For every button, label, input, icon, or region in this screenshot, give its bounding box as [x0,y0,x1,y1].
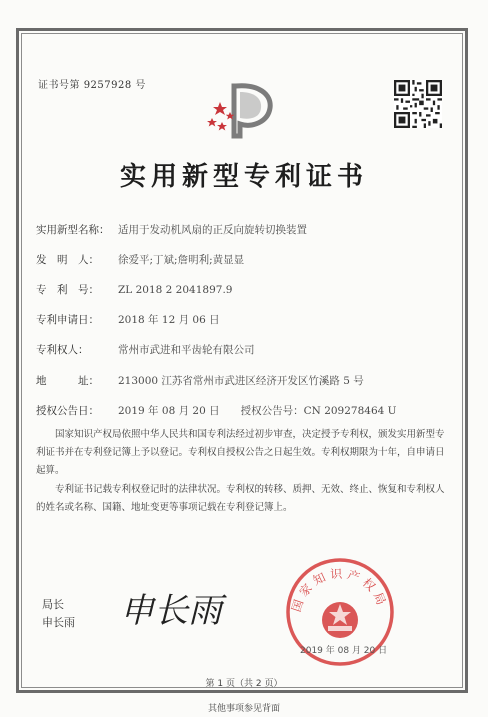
field-value: 徐爱平;丁斌;詹明利;黄显显 [118,254,245,266]
field-value: ZL 2018 2 2041897.9 [118,284,233,296]
certificate-number-suffix: 号 [135,80,146,91]
seal-text: 国家知识产权局 [289,566,390,614]
director-title: 局长 [42,598,64,611]
certificate-number [38,76,146,91]
field-address [36,373,364,388]
field-patentee [36,342,255,357]
field-application-date [36,312,220,327]
field-label: 发 明 人： [36,254,99,266]
field-value: 2019 年 08 月 20 日 授权公告号：CN 209278464 U [118,405,397,417]
field-label: 专利权人： [36,344,89,356]
field-patent-number [36,282,232,297]
field-value: 适用于发动机风扇的正反向旋转切换装置 [118,224,307,236]
certificate-number-value: 9257928 [83,80,132,91]
certificate-number-label: 证书号第 [38,80,80,91]
field-label: 授权公告日： [36,405,99,417]
director-name: 申长雨 [42,616,75,629]
field-inventors [36,252,244,267]
director-signature-icon [118,580,238,640]
field-label: 专利申请日： [36,314,99,326]
field-label: 地 址： [36,375,99,387]
certificate-body [36,426,446,518]
page-number: 第 1 页（共 2 页） [205,679,283,689]
field-value: 2018 年 12 月 06 日 [118,314,220,326]
field-label: 专 利 号： [36,284,99,296]
footnote: 其他事项参见背面 [207,704,280,714]
field-value: 213000 江苏省常州市武进区经济开发区竹溪路 5 号 [118,375,364,387]
body-paragraph: 专利证书记载专利权登记时的法律状况。专利权的转移、质押、无效、终止、恢复和专利权人的姓名或名称、国籍、地址变更等事项记载在专利登记簿上。 [36,484,445,513]
seal-date: 2019 年 08 月 20 日 [300,646,388,656]
signature-text: 申长雨 [120,591,222,631]
body-paragraph: 国家知识产权局依照中华人民共和国专利法经过初步审查，决定授予专利权，颁发实用新型专利证书并在专利登记簿上予以登记。专利权自授权公告之日起生效。专利权期限为十年，自申请日起算。 [36,429,445,476]
cnipa-emblem-icon [206,78,276,144]
qr-code-icon [394,80,442,128]
certificate-title: 实用新型专利证书 [119,162,368,192]
field-grant-announcement [36,403,397,418]
field-label: 实用新型名称： [36,224,110,236]
field-value: 常州市武进和平齿轮有限公司 [118,344,255,356]
field-utility-model-name [36,222,307,237]
